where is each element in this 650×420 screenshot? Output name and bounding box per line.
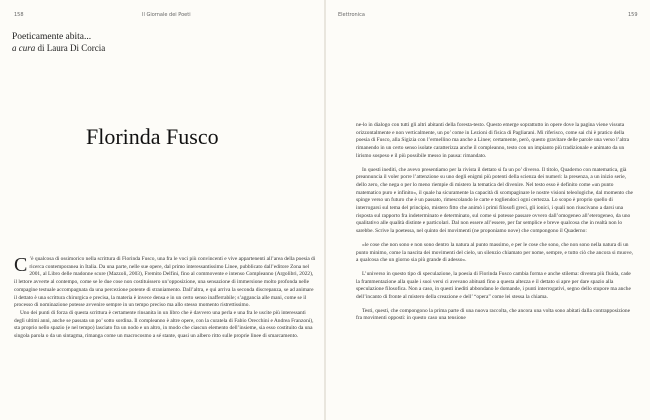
left-body-text	[14, 256, 316, 341]
right-page	[326, 0, 650, 420]
paragraph: Testi, questi, che compongono la prima parte di una nuova raccolta, che ancora una volta sono abitati dalla contrapposizione fra movimenti opposti: in questo caso una tensione	[356, 307, 631, 322]
paragraph: In questi inediti, che avevo presentiamo per la rivista il dettato si fa un po’ diverso. Il titolo, Quaderno con matematica, già preannuncia il voler porre l’attenzione su uno degli enigmi più potenti della scienza dei numeri: la presenza, a un inizio serie, dello zero, che nega o per lo meno riempie di mistero la tematica del divenire. Nel testo esso è definito come «un punto matematico puro e infinito», il quale ha sicuramente la capacità di scompaginare le nostre visioni teleologiche, dal momento che spinge verso un futuro che è un passato, rimescolando le carte e togliendoci ogni certezza. Lo scopo è proprio quello di interrogarsi sul tema del principio, mistero fitto che animò i primi filosofi greci, gli ionici, i quali non riuscivano a darsi una risposta sul rapporto fra indeterminato e determinato, sul come si potesse passare ovvero dall’omogeneo all’eterogeneo, da uno qualitativo alle qualità distinte e particolari. Dal non essere all’essere, per far semplice e breve qualcosa che in realtà non lo sarebbe. Scrive la poetessa, nel quinto dei movimenti (ne proponiamo nove) che compongono il Quaderno:	[356, 166, 633, 235]
running-head: Elettronica	[338, 12, 365, 18]
paragraph-text: ’è qualcosa di ossimorico nella scrittura di Florinda Fusco, una fra le voci più convincenti e vive appartenenti all’area della poesia di ricerca contemporanea in Italia. Da una parte, nelle sue opere, dal primo interessantissimo Linee, pubblicato dall’editore Zona nel 2001, al Libro delle madonne scure (Mazzoli, 2003), Fremito Delfini, fino al commovente e intenso Compleanno (Argolibri, 2022), il lettore avverte al contempo, come se le due cose non costituissero un’opposizione, una sensazione di immersione molto profonda nelle compagine testuale accompagnata da una percezione potente di straniamento. Dall’altra, e qui arriva la seconda discrepanza, se ad animare il dettato è una scrittura chirurgica e precisa, la materia è invece densa e in un certo senso inafferrabile; s’aggancia alle mani, come se il processo di nominazione potesse avvenire sempre in un tempo preciso ma allo stesso momento ristrettissimo.	[14, 256, 316, 309]
paragraph: L’universo in questo tipo di speculazione, la poesia di Florinda Fusco cambia forma e anche stilema: diventa più fluida, cade la frammentazione alla quale i suoi versi ci avevano abituati fino a questa altezza e il dettato si apre per dare spazio alla speculazione filosofica. Non a caso, in questi inediti abbondano le domande, i punti interrogativi, segno dello stupore ma anche dell’incanto di fronte al mistero della creazione e dell’ “opera” come lei stessa la chiama.	[356, 270, 631, 301]
quote-paragraph: «le cose che non sono e non sono dentro la natura al punto massimo, e per le cose che sono, che non sono nella natura di un punto minimo, come la nascita dei movimenti del cielo, un silenzio chiamato per nome, sempre, e tutto ciò che ancora si muove, a qualcosa che un giorno sia più grande di adesso».	[356, 241, 633, 264]
page-number: 158	[14, 12, 24, 18]
curator-prefix: a cura	[12, 43, 36, 53]
curator-name: di Laura Di Corcia	[37, 43, 106, 53]
left-page	[0, 0, 324, 420]
section-curator	[12, 43, 105, 54]
author-name: Florinda Fusco	[86, 124, 219, 149]
page-number: 159	[628, 12, 638, 18]
running-head: Il Giornale dei Poeti	[142, 12, 191, 18]
paragraph: Uno dei punti di forza di questa scrittura è certamente rinsanita in un libro che è davvero una perla e una fra le uscite più interessanti degli ultimi anni, anche se passata un po’ sotto sordina. Il compleanno è altre opere, con la curatela di Fabio Orecchini e Andrea Franzoni), sta proprio nello spazio (e nel tempo) lasciato fra un nodo e un altro, in modo che ciascun elemento dell’insieme, sia esso costituito da una singola parola o da un sintagma, rimanga come un macrocosmo a sé stante, quasi un albero ritto sulle proprie linee di smarcamento.	[14, 309, 314, 340]
section-title: Poeticamente abita...	[12, 32, 92, 42]
dropcap: C	[14, 254, 28, 276]
section-header	[12, 32, 105, 54]
paragraph	[14, 256, 316, 310]
right-body-text	[356, 122, 636, 329]
paragraph: ne-lo in dialogo con tutti gli altri abitanti della foresta-testo. Questo emerge soprattutto in opere dove la pagina viene vissuta orizzontalmente e non verticalmente, un po’ come in Lezioni di fisica di Pagliarani. Mi riferisco, come sai chi è pratico della poesia di Fusco, alla Sigizia con l’ermellino ma anche a Linee; certamente, però, questo gravitare delle parole una verso l’altra rimanendo in un certo senso isolate caratterizza anche il compleanno, testo con un impianto più tradizionale e animato da un lirismo sospeso e il più possibile messo in pausa: rimandato.	[356, 122, 630, 159]
